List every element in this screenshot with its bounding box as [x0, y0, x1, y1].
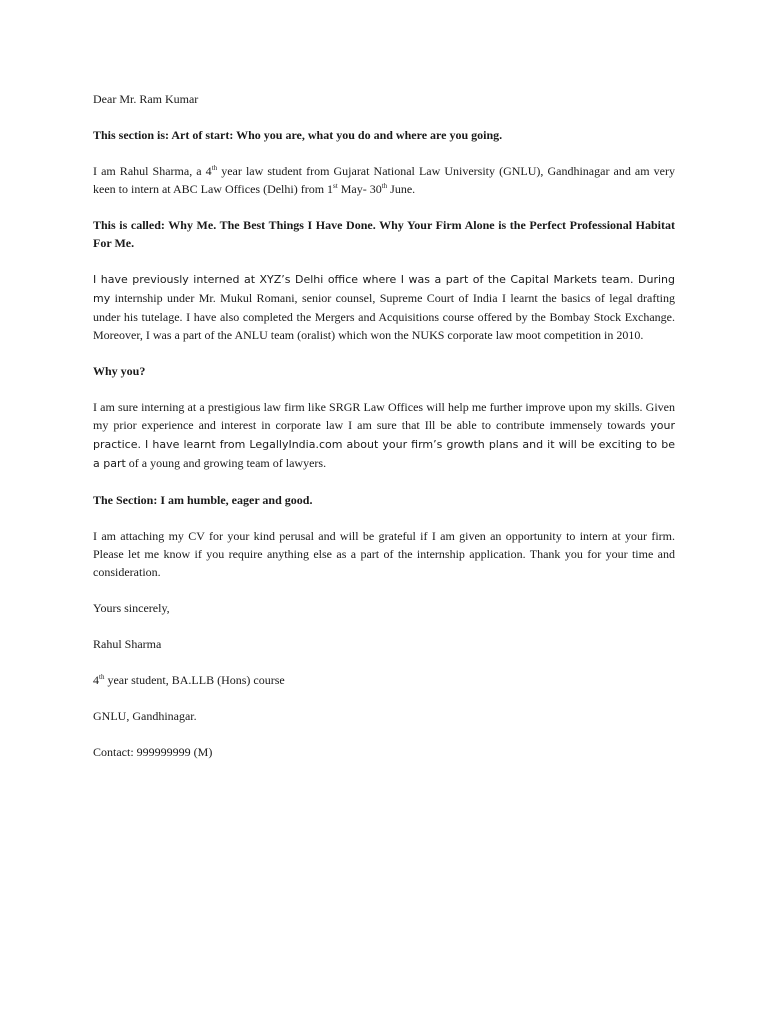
signer-year-rest: year student, BA.LLB (Hons) course: [104, 673, 285, 687]
experience-text-2: internship under Mr. Mukul Romani, senior counsel, Supreme Court of India I learnt the basics of legal drafting under his tutelage. I have also completed the Mergers and Acquisitions course offered by the Bombay Stock Exchange. Moreover, I was a part of the ANLU team (oralist) which won the NUKS corporate law moot competition in 2010.: [93, 291, 675, 342]
why-you-text-2: your practice. I have learnt from LegallyIndia.com about your firm’s growth plans and it will be exciting to be a part: [93, 419, 675, 470]
section-heading-why-you: Why you?: [93, 364, 146, 378]
experience-text-1: I have previously interned at XYZ’s Delhi office where I was a part of the Capital Markets team. During my: [93, 273, 675, 305]
why-you-text-1: I am sure interning at a prestigious law firm like SRGR Law Offices will help me further improve upon my skills. Given my prior experience and interest in corporate law I am sure that Ill be able to contribute immensely towards: [93, 400, 675, 432]
section-heading-humble: The Section: I am humble, eager and good.: [93, 493, 313, 507]
closing-paragraph: I am attaching my CV for your kind perusal and will be grateful if I am given an opportunity to intern at your firm. Please let me know if you require anything else as a part of the internship application. Thank you for your time and consideration.: [93, 529, 675, 579]
intro-text-2: year law student from Gujarat National Law University (GNLU), Gandhinagar and am very keen to intern at ABC Law Offices (Delhi) from 1: [93, 164, 675, 196]
signoff: Yours sincerely,: [93, 601, 170, 615]
experience-paragraph: [93, 270, 675, 344]
signer-contact: Contact: 999999999 (M): [93, 745, 213, 759]
signer-year: [93, 671, 675, 689]
salutation: Dear Mr. Ram Kumar: [93, 92, 199, 106]
signer-institution: GNLU, Gandhinagar.: [93, 709, 197, 723]
intro-text-1: I am Rahul Sharma, a 4: [93, 164, 212, 178]
why-you-text-3: of a young and growing team of lawyers.: [125, 456, 327, 470]
intro-text-3: May- 30: [337, 182, 382, 196]
signer-year-number: 4: [93, 673, 99, 687]
section-heading-why-me: This is called: Why Me. The Best Things I Have Done. Why Your Firm Alone is the Perfect Professional Habitat For Me.: [93, 218, 675, 250]
why-you-paragraph: [93, 398, 675, 473]
intro-paragraph: [93, 162, 675, 198]
section-heading-art-of-start: This section is: Art of start: Who you are, what you do and where are you going.: [93, 128, 503, 142]
intro-sup-2: st: [333, 182, 338, 190]
intro-sup-1: th: [211, 164, 218, 172]
intro-text-4: June.: [387, 182, 416, 196]
signer-year-sup: th: [99, 673, 105, 681]
intro-sup-3: th: [381, 182, 388, 190]
letter-body: [93, 90, 675, 779]
signer-name: Rahul Sharma: [93, 637, 162, 651]
